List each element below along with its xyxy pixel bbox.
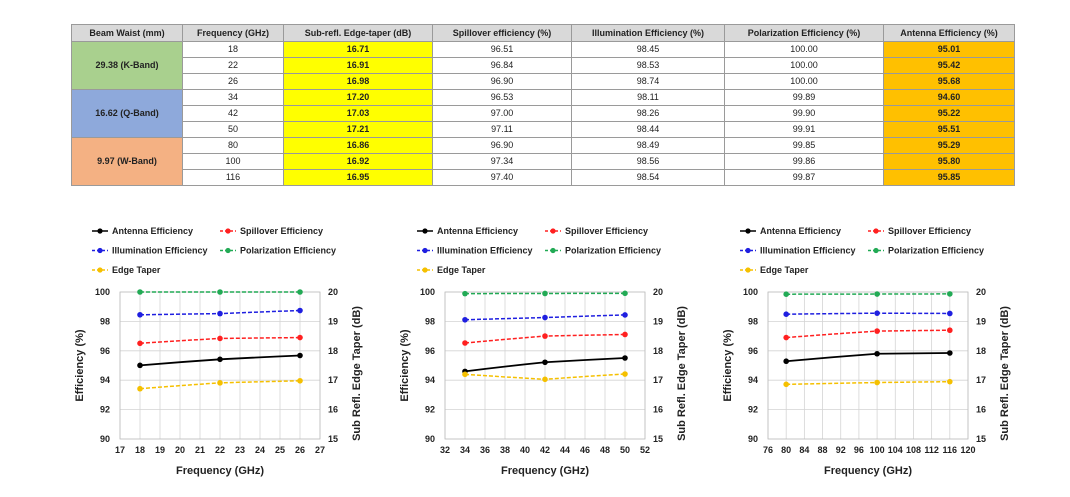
table-cell: 98.11	[572, 90, 725, 106]
y2-tick-label: 20	[653, 287, 664, 297]
table-cell: 95.22	[884, 106, 1015, 122]
table-cell: 96.51	[433, 42, 572, 58]
y2-tick-label: 20	[328, 287, 339, 297]
y-tick-label: 92	[99, 404, 110, 415]
legend-entry: Spillover Efficiency	[888, 226, 972, 236]
x-tick-label: 108	[905, 445, 921, 455]
table-cell: 17.03	[284, 106, 433, 122]
data-point	[622, 355, 628, 361]
data-point	[947, 350, 953, 356]
data-point	[542, 359, 548, 365]
table-cell: 26	[183, 74, 284, 90]
table-row	[72, 90, 1015, 106]
legend-entry: Polarization Efficiency	[888, 245, 985, 256]
x-tick-label: 19	[154, 445, 166, 455]
table-row	[72, 74, 1015, 90]
legend-marker	[97, 228, 102, 233]
data-point	[137, 363, 143, 369]
series-line	[786, 313, 950, 314]
table-row	[72, 170, 1015, 186]
legend-entry: Edge Taper	[437, 265, 486, 275]
legend-entry: Antenna Efficiency	[760, 226, 842, 236]
y-tick-label: 94	[747, 375, 758, 386]
legend-entry: Antenna Efficiency	[437, 226, 519, 236]
table-cell: 99.90	[725, 106, 884, 122]
data-point	[783, 311, 789, 317]
y-tick-label: 94	[424, 375, 435, 386]
table-row	[72, 138, 1015, 154]
y-tick-label: 94	[99, 375, 110, 386]
table-cell: 97.34	[433, 154, 572, 170]
table-cell: 98.54	[572, 170, 725, 186]
data-point	[622, 312, 628, 318]
legend-marker	[225, 248, 230, 253]
table-cell: 96.84	[433, 58, 572, 74]
y-tick-label: 90	[747, 434, 758, 444]
efficiency-table	[71, 24, 1015, 186]
data-point	[462, 340, 468, 346]
data-point	[947, 327, 953, 333]
header-illumination: Illumination Efficiency (%)	[572, 25, 725, 42]
table-cell: 16.91	[284, 58, 433, 74]
y-tick-label: 96	[747, 345, 758, 356]
data-point	[783, 382, 789, 388]
x-tick-label: 44	[559, 445, 571, 455]
table-cell: 80	[183, 138, 284, 154]
header-beam-waist: Beam Waist (mm)	[72, 25, 183, 42]
legend-entry: Illumination Efficiency	[112, 245, 208, 256]
data-point	[783, 291, 789, 297]
table-cell: 16.92	[284, 154, 433, 170]
x-tick-label: 38	[499, 445, 511, 455]
x-tick-label: 96	[853, 445, 864, 455]
data-point	[622, 371, 628, 377]
y2-tick-label: 18	[976, 345, 987, 356]
y-tick-label: 96	[424, 345, 435, 356]
y-tick-label: 90	[99, 434, 110, 444]
x-tick-label: 112	[924, 445, 939, 455]
table-row	[72, 106, 1015, 122]
legend-marker	[422, 228, 427, 233]
table-row	[72, 58, 1015, 74]
y-tick-label: 92	[747, 404, 758, 415]
y2-tick-label: 19	[653, 316, 664, 327]
legend-marker	[422, 267, 427, 272]
series-line	[786, 353, 950, 361]
table-cell: 99.89	[725, 90, 884, 106]
y2-tick-label: 16	[976, 404, 987, 415]
chart-svg	[723, 218, 1013, 488]
table-cell: 16.98	[284, 74, 433, 90]
table-cell: 98.45	[572, 42, 725, 58]
table-cell: 98.26	[572, 106, 725, 122]
table-row	[72, 122, 1015, 138]
data-point	[137, 312, 143, 318]
data-point	[783, 335, 789, 341]
y-axis-label: Efficiency (%)	[74, 329, 86, 402]
legend-entry: Edge Taper	[112, 265, 161, 275]
y-tick-label: 98	[99, 316, 110, 327]
table-cell: 18	[183, 42, 284, 58]
data-point	[947, 311, 953, 317]
y2-tick-label: 17	[328, 375, 339, 386]
table-cell: 96.53	[433, 90, 572, 106]
y2-axis-label: Sub Refl. Edge Taper (dB)	[676, 306, 688, 441]
table-cell: 98.53	[572, 58, 725, 74]
x-axis-label: Frequency (GHz)	[500, 465, 590, 477]
y2-tick-label: 15	[328, 434, 339, 444]
table-cell: 100	[183, 154, 284, 170]
table-cell: 94.60	[884, 90, 1015, 106]
table-cell: 42	[183, 106, 284, 122]
table-cell: 95.42	[884, 58, 1015, 74]
table-row	[72, 42, 1015, 58]
y-tick-label: 100	[419, 287, 435, 297]
data-point	[542, 333, 548, 339]
y2-tick-label: 19	[328, 316, 339, 327]
data-point	[783, 358, 789, 364]
header-frequency: Frequency (GHz)	[183, 25, 284, 42]
table-cell: 98.74	[572, 74, 725, 90]
header-polarization: Polarization Efficiency (%)	[725, 25, 884, 42]
data-point	[297, 335, 303, 341]
data-point	[874, 380, 880, 386]
x-tick-label: 52	[639, 445, 651, 455]
legend-marker	[97, 267, 102, 272]
table-cell: 16.86	[284, 138, 433, 154]
legend-entry: Spillover Efficiency	[240, 226, 324, 236]
chart-svg	[400, 218, 690, 488]
x-tick-label: 100	[869, 445, 885, 455]
table-cell: 16.71	[284, 42, 433, 58]
band-label: 16.62 (Q-Band)	[72, 90, 183, 138]
chart-k-band	[75, 218, 365, 488]
table-cell: 95.85	[884, 170, 1015, 186]
y2-axis-label: Sub Refl. Edge Taper (dB)	[999, 306, 1011, 441]
legend-entry: Polarization Efficiency	[565, 245, 662, 256]
y2-tick-label: 18	[328, 345, 339, 356]
header-spillover: Spillover efficiency (%)	[433, 25, 572, 42]
legend-entry: Illumination Efficiency	[437, 245, 533, 256]
x-tick-label: 80	[781, 445, 792, 455]
x-tick-label: 76	[762, 445, 774, 455]
data-point	[297, 289, 303, 295]
table-row	[72, 154, 1015, 170]
y-tick-label: 100	[94, 287, 110, 297]
legend-marker	[550, 248, 555, 253]
table-cell: 98.56	[572, 154, 725, 170]
table-cell: 99.85	[725, 138, 884, 154]
data-point	[137, 386, 143, 392]
table-cell: 50	[183, 122, 284, 138]
table-cell: 97.00	[433, 106, 572, 122]
chart-w-band	[723, 218, 1013, 488]
table-cell: 100.00	[725, 58, 884, 74]
x-tick-label: 42	[539, 445, 551, 455]
x-tick-label: 36	[479, 445, 491, 455]
x-tick-label: 88	[817, 445, 828, 455]
table-cell: 97.40	[433, 170, 572, 186]
legend-marker	[225, 228, 230, 233]
data-point	[217, 289, 223, 295]
table-cell: 98.49	[572, 138, 725, 154]
data-point	[297, 308, 303, 314]
x-tick-label: 120	[960, 445, 976, 455]
data-point	[874, 291, 880, 297]
data-point	[297, 378, 303, 384]
x-axis-label: Frequency (GHz)	[823, 465, 913, 477]
legend-entry: Spillover Efficiency	[565, 226, 649, 236]
header-antenna: Antenna Efficiency (%)	[884, 25, 1015, 42]
table-cell: 22	[183, 58, 284, 74]
data-point	[874, 328, 880, 334]
x-tick-label: 104	[887, 445, 903, 455]
x-tick-label: 50	[619, 445, 631, 455]
table-cell: 99.86	[725, 154, 884, 170]
legend-marker	[422, 248, 427, 253]
x-tick-label: 18	[134, 445, 146, 455]
x-tick-label: 46	[579, 445, 591, 455]
table-cell: 116	[183, 170, 284, 186]
table-cell: 99.91	[725, 122, 884, 138]
data-point	[622, 332, 628, 338]
x-tick-label: 32	[439, 445, 451, 455]
data-point	[462, 291, 468, 297]
table-cell: 16.95	[284, 170, 433, 186]
band-label: 29.38 (K-Band)	[72, 42, 183, 90]
x-tick-label: 17	[114, 445, 126, 455]
chart-q-band	[400, 218, 690, 488]
data-point	[542, 315, 548, 321]
y-tick-label: 100	[742, 287, 758, 297]
table-cell: 95.01	[884, 42, 1015, 58]
legend-entry: Edge Taper	[760, 265, 809, 275]
table-cell: 95.51	[884, 122, 1015, 138]
table-cell: 97.11	[433, 122, 572, 138]
table-cell: 17.20	[284, 90, 433, 106]
x-tick-label: 92	[835, 445, 846, 455]
y2-tick-label: 17	[976, 375, 987, 386]
data-point	[947, 379, 953, 385]
header-edge-taper: Sub-refl. Edge-taper (dB)	[284, 25, 433, 42]
x-tick-label: 22	[214, 445, 226, 455]
y-tick-label: 96	[99, 345, 110, 356]
table-cell: 17.21	[284, 122, 433, 138]
table-cell: 100.00	[725, 42, 884, 58]
x-tick-label: 48	[599, 445, 611, 455]
data-point	[297, 353, 303, 359]
table-cell: 100.00	[725, 74, 884, 90]
x-tick-label: 21	[194, 445, 206, 455]
table-cell: 98.44	[572, 122, 725, 138]
data-point	[217, 357, 223, 363]
x-tick-label: 116	[942, 445, 958, 455]
data-point	[462, 317, 468, 323]
data-point	[462, 372, 468, 378]
table-cell: 95.68	[884, 74, 1015, 90]
x-tick-label: 23	[234, 445, 246, 455]
series-line	[786, 382, 950, 385]
y-axis-label: Efficiency (%)	[399, 329, 411, 402]
x-tick-label: 20	[174, 445, 186, 455]
data-point	[217, 336, 223, 342]
data-point	[947, 291, 953, 297]
legend-entry: Illumination Efficiency	[760, 245, 856, 256]
x-axis-label: Frequency (GHz)	[175, 465, 265, 477]
legend-marker	[873, 248, 878, 253]
chart-svg	[75, 218, 365, 488]
table-header-row	[72, 25, 1015, 42]
legend-marker	[745, 248, 750, 253]
data-point	[542, 291, 548, 297]
table-cell: 95.80	[884, 154, 1015, 170]
data-point	[874, 351, 880, 357]
x-tick-label: 26	[294, 445, 306, 455]
data-point	[137, 289, 143, 295]
y-tick-label: 98	[424, 316, 435, 327]
x-tick-label: 40	[519, 445, 531, 455]
legend-marker	[97, 248, 102, 253]
x-tick-label: 27	[314, 445, 326, 455]
table-cell: 99.87	[725, 170, 884, 186]
y2-tick-label: 19	[976, 316, 987, 327]
legend-marker	[873, 228, 878, 233]
y2-tick-label: 17	[653, 375, 664, 386]
band-label: 9.97 (W-Band)	[72, 138, 183, 186]
data-point	[217, 380, 223, 386]
table-cell: 34	[183, 90, 284, 106]
legend-marker	[550, 228, 555, 233]
y2-tick-label: 20	[976, 287, 987, 297]
data-point	[622, 291, 628, 297]
legend-marker	[745, 267, 750, 272]
x-tick-label: 34	[459, 445, 471, 455]
series-line	[786, 330, 950, 337]
data-point	[217, 311, 223, 317]
y2-tick-label: 18	[653, 345, 664, 356]
table-cell: 96.90	[433, 138, 572, 154]
table-cell: 96.90	[433, 74, 572, 90]
y-tick-label: 98	[747, 316, 758, 327]
legend-entry: Antenna Efficiency	[112, 226, 194, 236]
y2-axis-label: Sub Refl. Edge Taper (dB)	[351, 306, 363, 441]
data-point	[542, 377, 548, 383]
x-tick-label: 25	[274, 445, 286, 455]
y2-tick-label: 15	[653, 434, 664, 444]
data-point	[137, 341, 143, 347]
y-axis-label: Efficiency (%)	[722, 329, 734, 402]
legend-entry: Polarization Efficiency	[240, 245, 337, 256]
y-tick-label: 90	[424, 434, 435, 444]
x-tick-label: 84	[799, 445, 810, 455]
y2-tick-label: 16	[328, 404, 339, 415]
y2-tick-label: 16	[653, 404, 664, 415]
y2-tick-label: 15	[976, 434, 987, 444]
legend-marker	[745, 228, 750, 233]
data-point	[874, 310, 880, 316]
y-tick-label: 92	[424, 404, 435, 415]
x-tick-label: 24	[254, 445, 266, 455]
table-cell: 95.29	[884, 138, 1015, 154]
